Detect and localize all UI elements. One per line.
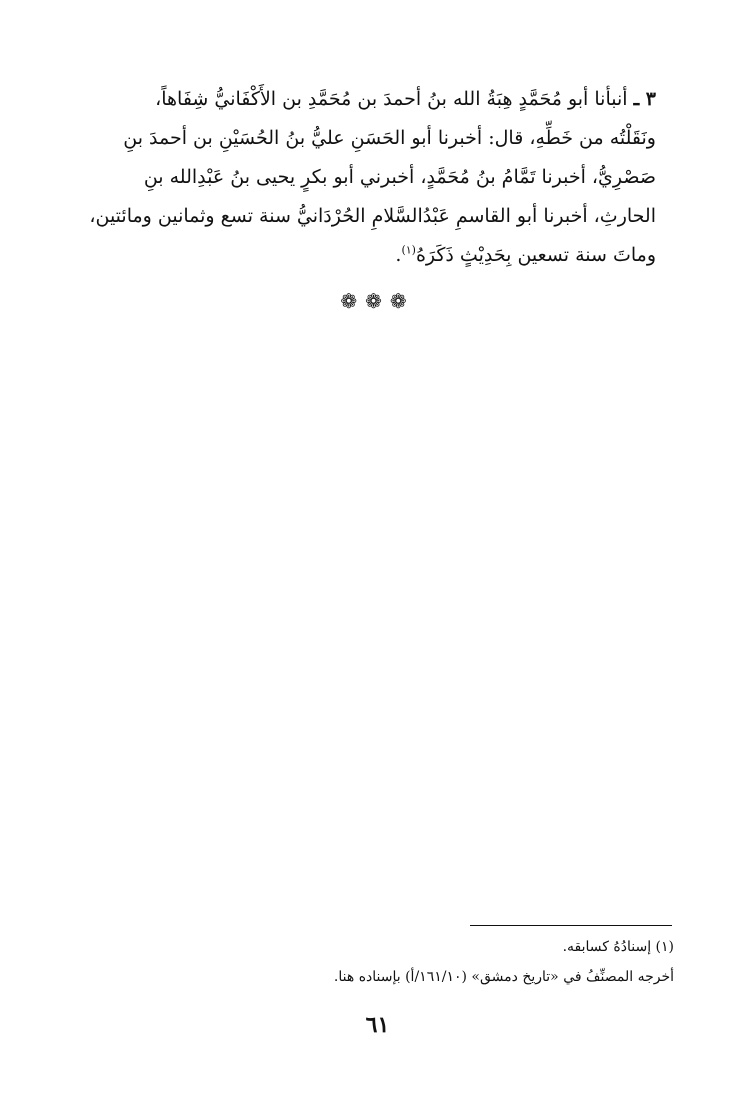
footnote-reference[interactable]: (١) (401, 243, 416, 257)
footnote-1: (١) إسنادُهُ كسابقه. (562, 939, 674, 955)
footnote-1-continuation: أخرجه المصنِّفُ في «تاريخ دمشق» (١٦١/١٠/أ) بإسناده هنا. (333, 969, 674, 985)
section-divider-ornaments: ❁❁❁ (340, 289, 415, 313)
text-line-5: وماتَ سنة تسعين بِحَدِيْثٍ ذَكَرَهُ$^{(١)}$. (395, 243, 656, 266)
hadith-entry (82, 80, 656, 275)
text-line-1: ٣ ـ أنبأنا أبو مُحَمَّدٍ هِبَةُ الله بنُ أحمدَ بن مُحَمَّدِ بن الأَكْفَانيُّ شِفَاهاً، (155, 88, 656, 110)
footnote-divider (470, 925, 672, 926)
footnotes-section (100, 932, 674, 992)
text-line-4: الحارثِ، أخبرنا أبو القاسمِ عَبْدُالسَّلامِ الحُرْدَانيُّ سنة تسع وثمانين ومائتين، (89, 205, 656, 227)
text-line-2: ونَقَلْتُه من خَطِّهِ، قال: أخبرنا أبو الحَسَنِ عليُّ بنُ الحُسَيْنِ بن أحمدَ بنِ (123, 127, 656, 149)
entry-number: ٣ ـ (633, 88, 656, 110)
page-number: ٦١ (365, 1012, 390, 1038)
text-line-3: صَصْرِيُّ، أخبرنا تَمَّامُ بنُ مُحَمَّدٍ، أخبرني أبو بكرٍ يحيى بنُ عَبْدِالله بنِ (143, 166, 656, 188)
